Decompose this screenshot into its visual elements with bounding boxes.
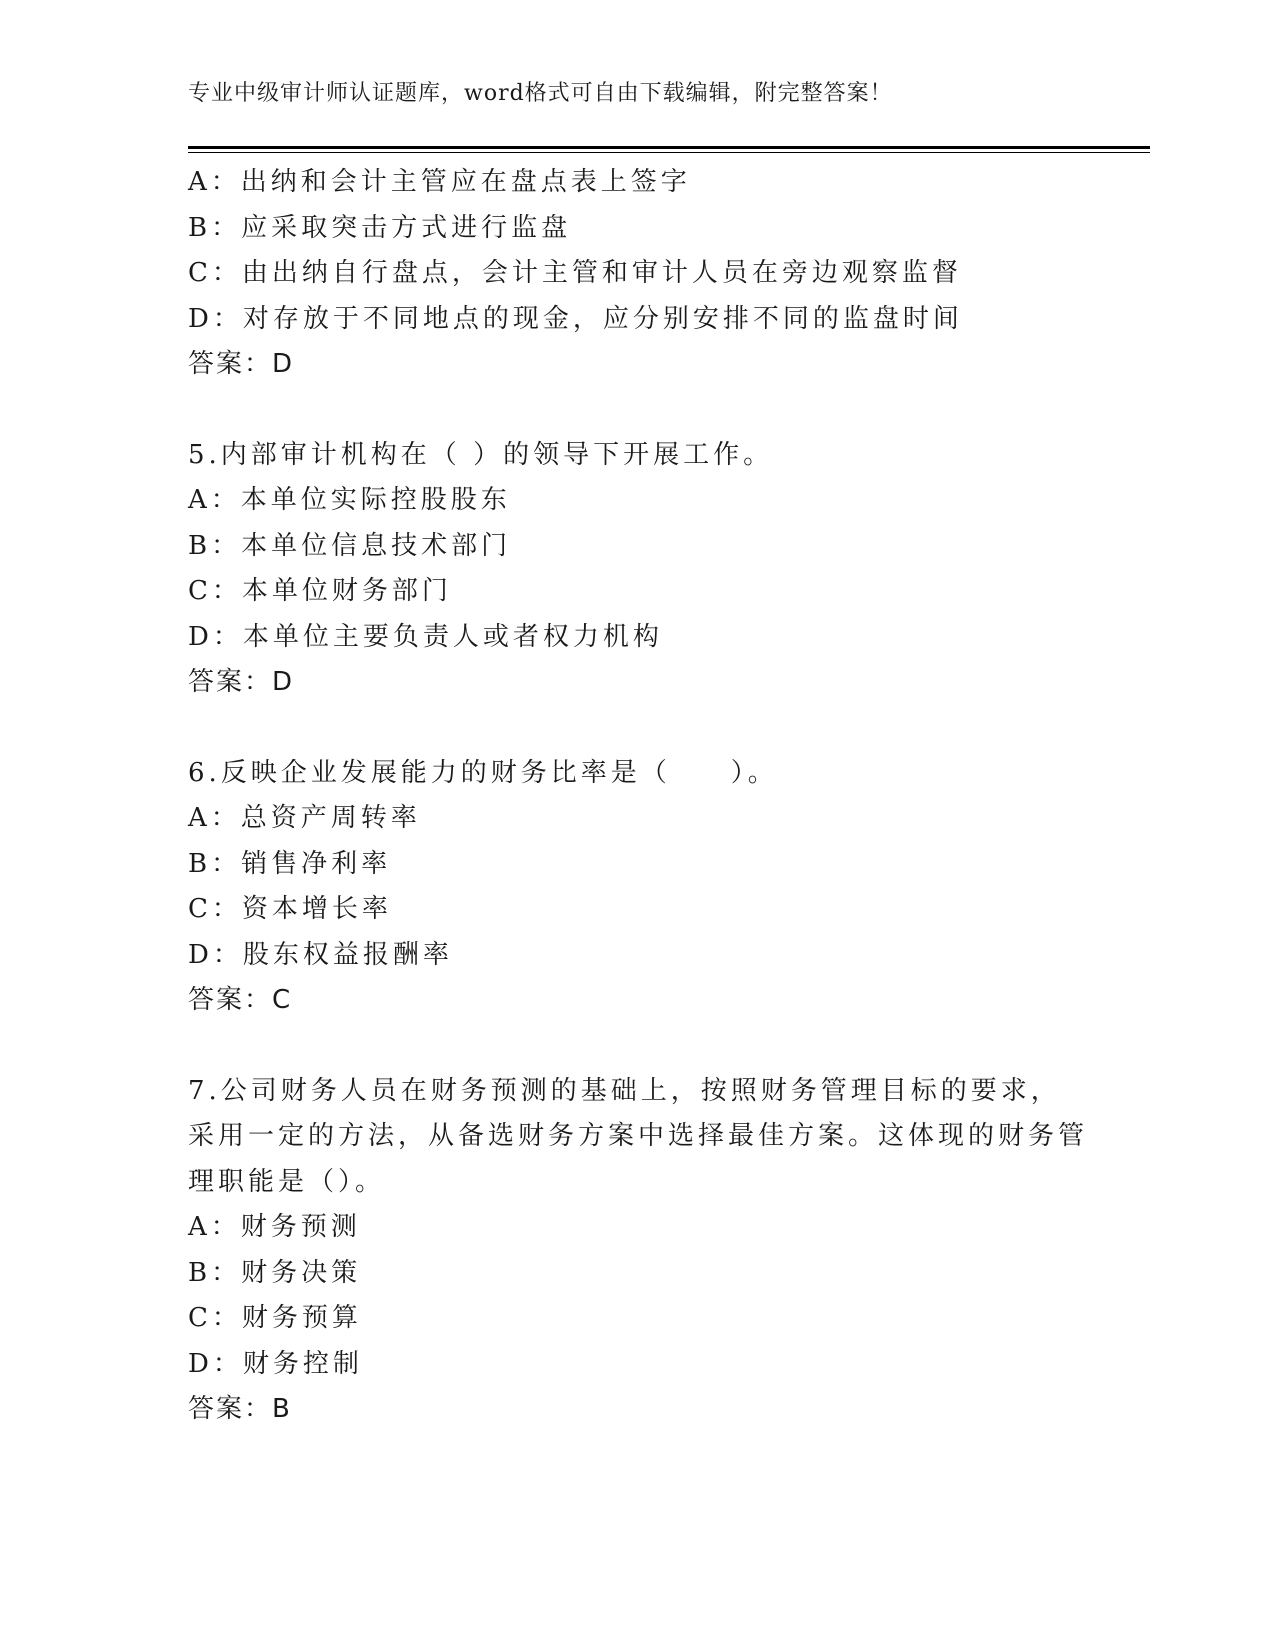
option-a: A：总资产周转率 [188, 803, 421, 833]
option-d: D：财务控制 [188, 1348, 363, 1379]
spacer [188, 388, 1088, 433]
question-block-7 [188, 1069, 1088, 1433]
option-b: B：应采取突击方式进行监盘 [188, 212, 572, 243]
question-block-4 [188, 160, 1088, 388]
answer-line: 答案：B [188, 1394, 292, 1424]
option-a: A：财务预测 [188, 1212, 361, 1242]
option-b: B：财务决策 [188, 1257, 362, 1288]
question-stem: 7.公司财务人员在财务预测的基础上，按照财务管理目标的要求，采用一定的方法，从备选财务方案中选择最佳方案。这体现的财务管理职能是（）。 [188, 1075, 1089, 1197]
question-list [188, 160, 1088, 1433]
spacer [188, 1024, 1088, 1069]
option-a: A：本单位实际控股股东 [188, 485, 511, 515]
question-stem: 6.反映企业发展能力的财务比率是（ ）。 [188, 757, 778, 788]
option-c: C：由出纳自行盘点，会计主管和审计人员在旁边观察监督 [188, 258, 962, 288]
question-block-5 [188, 433, 1088, 706]
option-c: C：本单位财务部门 [188, 576, 452, 606]
option-d: D：本单位主要负责人或者权力机构 [188, 621, 663, 652]
answer-line: 答案：D [188, 349, 295, 379]
question-stem: 5.内部审计机构在（ ）的领导下开展工作。 [188, 439, 774, 470]
option-b: B：本单位信息技术部门 [188, 530, 512, 561]
option-b: B：销售净利率 [188, 848, 392, 879]
option-a: A：出纳和会计主管应在盘点表上签字 [188, 167, 691, 197]
answer-line: 答案：C [188, 985, 293, 1015]
header-rule-thick [188, 146, 1150, 149]
document-header: 专业中级审计师认证题库，word格式可自由下载编辑，附完整答案！ [188, 81, 893, 106]
answer-line: 答案：D [188, 667, 295, 697]
question-block-6 [188, 751, 1088, 1024]
option-c: C：财务预算 [188, 1303, 362, 1333]
option-d: D：对存放于不同地点的现金，应分别安排不同的监盘时间 [188, 303, 963, 334]
spacer [188, 706, 1088, 751]
option-d: D：股东权益报酬率 [188, 939, 453, 970]
header-rule-thin [188, 152, 1150, 153]
option-c: C：资本增长率 [188, 894, 392, 924]
